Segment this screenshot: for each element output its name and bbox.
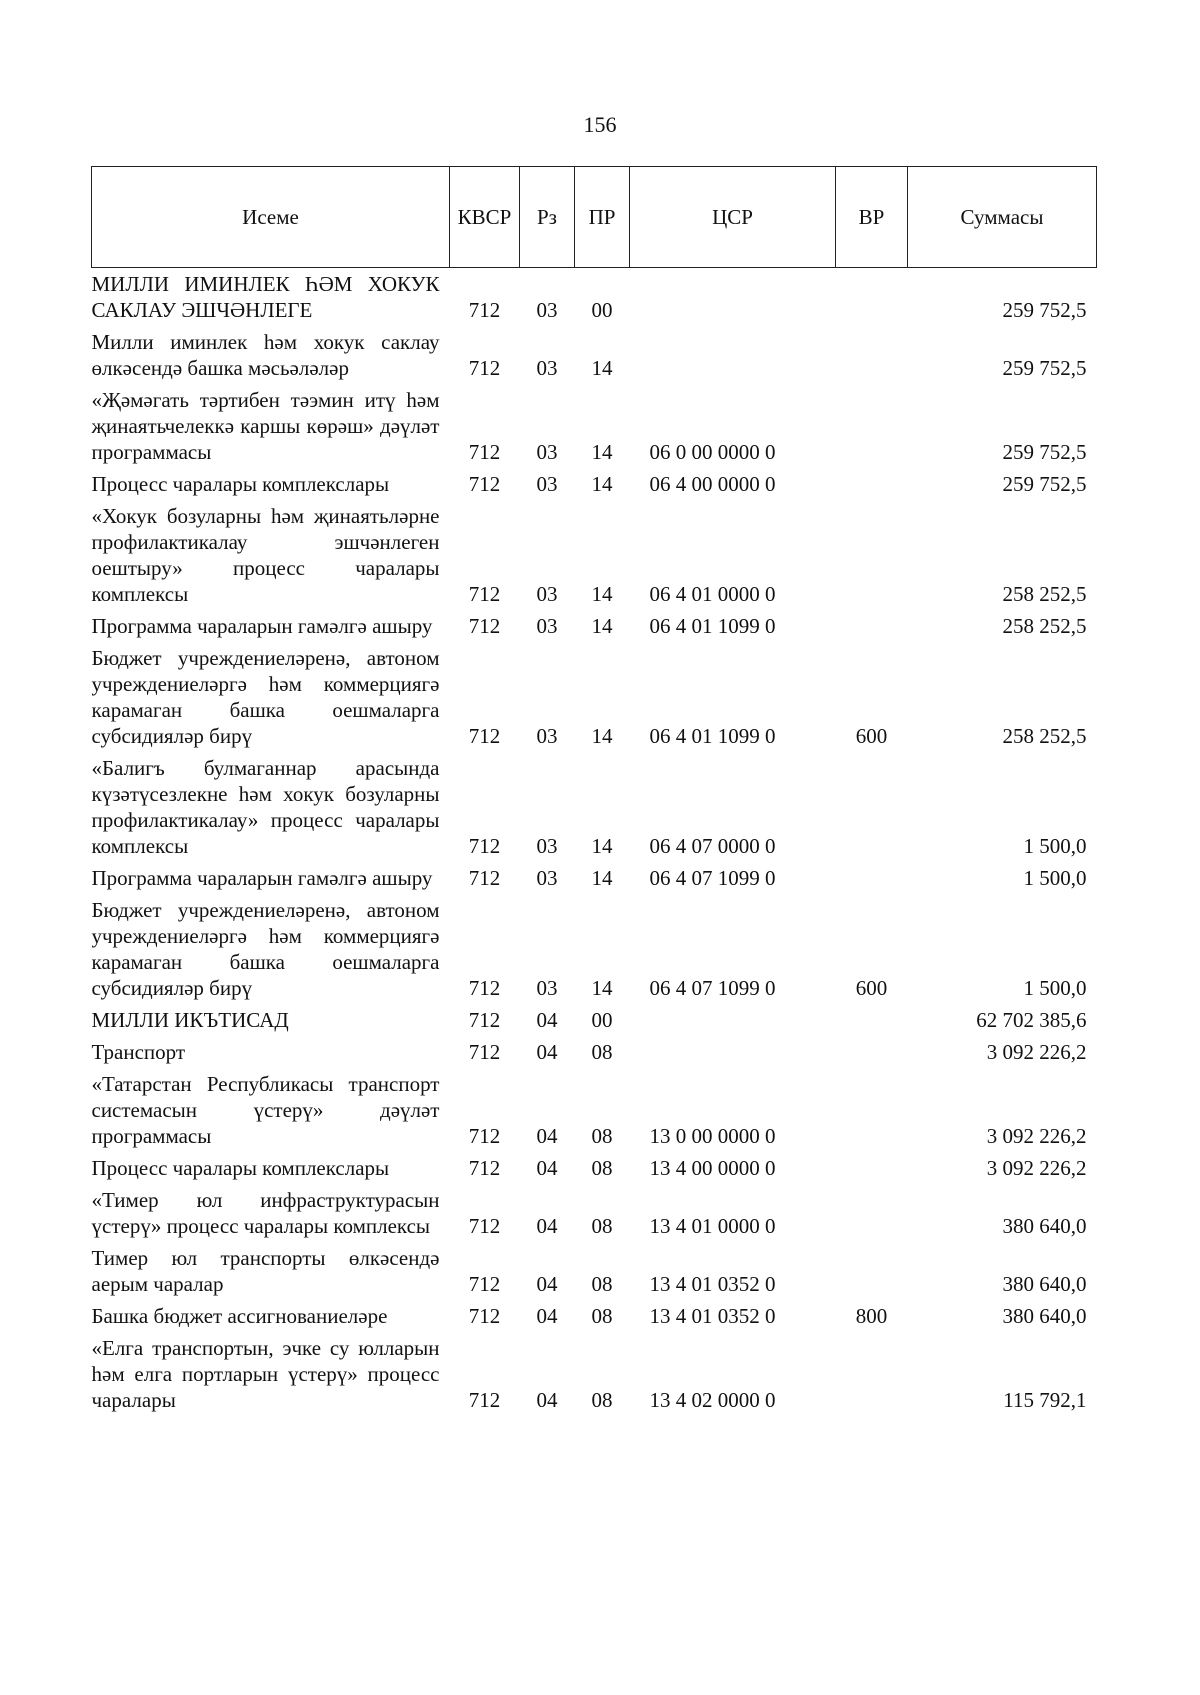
row-csr: 06 4 07 1099 0 bbox=[649, 976, 776, 1000]
row-pr: 14 bbox=[591, 866, 613, 890]
row-rz: 04 bbox=[536, 1272, 558, 1296]
row-kvsr: 712 bbox=[468, 1040, 501, 1064]
row-csr bbox=[630, 268, 836, 327]
row-name: «Елга транспортын, эчке су юлларын һәм елга портларын үстерү» процесс чаралары bbox=[91, 1336, 440, 1412]
row-name: Программа чараларын гамәлгә ашыру bbox=[91, 866, 433, 890]
table-row bbox=[92, 1068, 1097, 1152]
row-pr: 14 bbox=[591, 976, 613, 1000]
row-kvsr: 712 bbox=[468, 1156, 501, 1180]
row-vr bbox=[836, 500, 908, 610]
row-vr bbox=[836, 1184, 908, 1242]
row-name: Процесс чаралары комплекслары bbox=[91, 1156, 390, 1180]
row-vr bbox=[836, 1242, 908, 1300]
row-sum: 258 252,5 bbox=[1002, 724, 1087, 748]
row-kvsr: 712 bbox=[468, 582, 501, 606]
row-pr: 00 bbox=[591, 1008, 613, 1032]
row-pr: 14 bbox=[591, 472, 613, 496]
table-row bbox=[92, 1152, 1097, 1184]
row-rz: 03 bbox=[536, 614, 558, 638]
row-sum: 259 752,5 bbox=[1002, 472, 1087, 496]
row-name: Бюджет учреждениеләренә, автоном учреждениеләргә һәм коммерциягә карамаган башка оешмаларга субсидияләр бирү bbox=[91, 898, 440, 1000]
table-row bbox=[92, 268, 1097, 327]
row-rz: 03 bbox=[536, 866, 558, 890]
table-body bbox=[92, 268, 1097, 1417]
table-row bbox=[92, 894, 1097, 1004]
row-sum: 1 500,0 bbox=[1023, 866, 1087, 890]
row-sum: 1 500,0 bbox=[1023, 976, 1087, 1000]
row-kvsr: 712 bbox=[468, 724, 501, 748]
row-rz: 03 bbox=[536, 724, 558, 748]
row-kvsr: 712 bbox=[468, 1214, 501, 1238]
row-vr bbox=[836, 326, 908, 384]
row-sum: 3 092 226,2 bbox=[986, 1040, 1087, 1064]
row-name: «Тимер юл инфраструктурасын үстерү» процесс чаралары комплексы bbox=[91, 1188, 440, 1238]
row-rz: 03 bbox=[536, 298, 558, 322]
row-name: Программа чараларын гамәлгә ашыру bbox=[91, 614, 433, 638]
row-rz: 03 bbox=[536, 834, 558, 858]
row-sum: 380 640,0 bbox=[1002, 1214, 1087, 1238]
row-rz: 04 bbox=[536, 1124, 558, 1148]
row-csr bbox=[630, 1036, 836, 1068]
row-kvsr: 712 bbox=[468, 1008, 501, 1032]
row-pr: 14 bbox=[591, 582, 613, 606]
row-kvsr: 712 bbox=[468, 1272, 501, 1296]
table-row bbox=[92, 1004, 1097, 1036]
column-header-pr: ПР bbox=[575, 167, 630, 268]
row-csr bbox=[630, 326, 836, 384]
row-rz: 04 bbox=[536, 1214, 558, 1238]
row-name: Башка бюджет ассигнованиеләре bbox=[91, 1304, 388, 1328]
row-pr: 08 bbox=[591, 1272, 613, 1296]
page-number: 156 bbox=[583, 112, 617, 137]
table-header bbox=[92, 167, 1097, 268]
row-pr: 14 bbox=[591, 356, 613, 380]
row-kvsr: 712 bbox=[468, 614, 501, 638]
row-vr bbox=[836, 1068, 908, 1152]
table-row bbox=[92, 1242, 1097, 1300]
row-sum: 380 640,0 bbox=[1002, 1272, 1087, 1296]
row-csr: 13 4 01 0000 0 bbox=[649, 1214, 776, 1238]
row-rz: 04 bbox=[536, 1040, 558, 1064]
column-header-rz: Рз bbox=[520, 167, 575, 268]
table-row bbox=[92, 1300, 1097, 1332]
table-row bbox=[92, 468, 1097, 500]
row-sum: 259 752,5 bbox=[1002, 356, 1087, 380]
row-csr: 06 4 01 1099 0 bbox=[649, 614, 776, 638]
table-row bbox=[92, 500, 1097, 610]
row-sum: 3 092 226,2 bbox=[986, 1124, 1087, 1148]
table-row bbox=[92, 1184, 1097, 1242]
row-name: Милли иминлек һәм хокук саклау өлкәсендә башка мәсьәләләр bbox=[91, 330, 440, 380]
table-row bbox=[92, 752, 1097, 862]
row-rz: 04 bbox=[536, 1008, 558, 1032]
row-kvsr: 712 bbox=[468, 472, 501, 496]
row-sum: 259 752,5 bbox=[1002, 298, 1087, 322]
row-vr: 800 bbox=[855, 1304, 888, 1328]
row-pr: 14 bbox=[591, 614, 613, 638]
row-vr bbox=[836, 862, 908, 894]
table-row bbox=[92, 326, 1097, 384]
table-row bbox=[92, 642, 1097, 752]
row-vr bbox=[836, 610, 908, 642]
row-csr: 06 4 01 0000 0 bbox=[649, 582, 776, 606]
row-pr: 14 bbox=[591, 834, 613, 858]
row-pr: 08 bbox=[591, 1124, 613, 1148]
row-sum: 259 752,5 bbox=[1002, 440, 1087, 464]
row-kvsr: 712 bbox=[468, 298, 501, 322]
row-vr bbox=[836, 1152, 908, 1184]
row-vr: 600 bbox=[855, 976, 888, 1000]
row-sum: 380 640,0 bbox=[1002, 1304, 1087, 1328]
row-csr: 06 4 00 0000 0 bbox=[649, 472, 776, 496]
table-row bbox=[92, 1332, 1097, 1416]
row-name: «Җәмәгать тәртибен тәэмин итү һәм җинаятьчелеккә каршы көрәш» дәүләт программасы bbox=[91, 388, 440, 464]
row-pr: 14 bbox=[591, 724, 613, 748]
column-header-csr: ЦСР bbox=[630, 167, 836, 268]
row-pr: 08 bbox=[591, 1388, 613, 1412]
row-kvsr: 712 bbox=[468, 356, 501, 380]
row-pr: 00 bbox=[591, 298, 613, 322]
row-csr bbox=[630, 1004, 836, 1036]
row-name: МИЛЛИ ИМИНЛЕК ҺӘМ ХОКУК САКЛАУ ЭШЧӘНЛЕГЕ bbox=[91, 272, 440, 322]
row-rz: 04 bbox=[536, 1388, 558, 1412]
row-pr: 08 bbox=[591, 1304, 613, 1328]
row-sum: 258 252,5 bbox=[1002, 614, 1087, 638]
row-kvsr: 712 bbox=[468, 1124, 501, 1148]
row-rz: 03 bbox=[536, 472, 558, 496]
row-csr: 13 4 01 0352 0 bbox=[649, 1272, 776, 1296]
row-kvsr: 712 bbox=[468, 834, 501, 858]
row-csr: 13 4 01 0352 0 bbox=[649, 1304, 776, 1328]
column-header-kvsr: КВСР bbox=[450, 167, 520, 268]
row-kvsr: 712 bbox=[468, 440, 501, 464]
row-vr bbox=[836, 468, 908, 500]
table-row bbox=[92, 862, 1097, 894]
row-csr: 13 4 00 0000 0 bbox=[649, 1156, 776, 1180]
row-kvsr: 712 bbox=[468, 1388, 501, 1412]
row-rz: 03 bbox=[536, 582, 558, 606]
column-header-name: Исеме bbox=[92, 167, 450, 268]
row-rz: 04 bbox=[536, 1304, 558, 1328]
row-rz: 03 bbox=[536, 976, 558, 1000]
row-csr: 13 4 02 0000 0 bbox=[649, 1388, 776, 1412]
row-sum: 3 092 226,2 bbox=[986, 1156, 1087, 1180]
column-header-vr: ВР bbox=[836, 167, 908, 268]
row-vr bbox=[836, 384, 908, 468]
row-rz: 04 bbox=[536, 1156, 558, 1180]
row-vr bbox=[836, 1004, 908, 1036]
row-name: Процесс чаралары комплекслары bbox=[91, 472, 390, 496]
row-vr: 600 bbox=[855, 724, 888, 748]
row-rz: 03 bbox=[536, 440, 558, 464]
row-sum: 62 702 385,6 bbox=[976, 1008, 1087, 1032]
table-row bbox=[92, 384, 1097, 468]
row-sum: 1 500,0 bbox=[1023, 834, 1087, 858]
row-sum: 115 792,1 bbox=[1003, 1388, 1087, 1412]
row-csr: 06 0 00 0000 0 bbox=[649, 440, 776, 464]
row-name: «Балигъ булмаганнар арасында күзәтүсезлекне һәм хокук бозуларны профилактикалау» процесс чаралары комплексы bbox=[91, 756, 440, 858]
row-name: Транспорт bbox=[91, 1040, 186, 1064]
row-csr: 13 0 00 0000 0 bbox=[649, 1124, 776, 1148]
row-name: «Татарстан Республикасы транспорт системасын үстерү» дәүләт программасы bbox=[91, 1072, 440, 1148]
row-vr bbox=[836, 1036, 908, 1068]
column-header-sum: Суммасы bbox=[908, 167, 1097, 268]
row-pr: 08 bbox=[591, 1156, 613, 1180]
row-pr: 14 bbox=[591, 440, 613, 464]
row-vr bbox=[836, 1332, 908, 1416]
row-csr: 06 4 07 0000 0 bbox=[649, 834, 776, 858]
row-vr bbox=[836, 268, 908, 327]
row-csr: 06 4 01 1099 0 bbox=[649, 724, 776, 748]
row-rz: 03 bbox=[536, 356, 558, 380]
row-name: Тимер юл транспорты өлкәсендә аерым чаралар bbox=[91, 1246, 440, 1296]
row-vr bbox=[836, 752, 908, 862]
row-kvsr: 712 bbox=[468, 976, 501, 1000]
row-name: Бюджет учреждениеләренә, автоном учреждениеләргә һәм коммерциягә карамаган башка оешмаларга субсидияләр бирү bbox=[91, 646, 440, 748]
budget-table bbox=[91, 166, 1097, 1416]
row-kvsr: 712 bbox=[468, 866, 501, 890]
row-pr: 08 bbox=[591, 1214, 613, 1238]
row-pr: 08 bbox=[591, 1040, 613, 1064]
row-kvsr: 712 bbox=[468, 1304, 501, 1328]
row-name: «Хокук бозуларны һәм җинаятьләрне профилактикалау эшчәнлеген оештыру» процесс чаралары комплексы bbox=[91, 504, 440, 606]
table-row bbox=[92, 1036, 1097, 1068]
row-name: МИЛЛИ ИКЪТИСАД bbox=[91, 1008, 289, 1032]
row-csr: 06 4 07 1099 0 bbox=[649, 866, 776, 890]
table-row bbox=[92, 610, 1097, 642]
row-sum: 258 252,5 bbox=[1002, 582, 1087, 606]
